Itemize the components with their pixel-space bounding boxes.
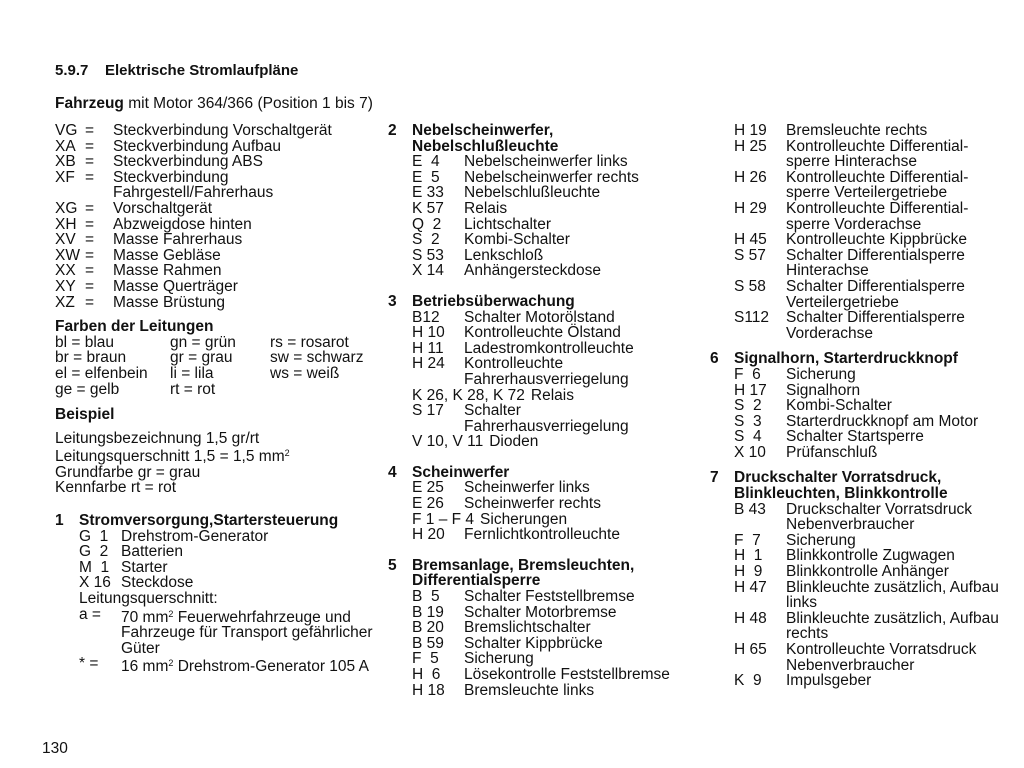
abbreviation-row bbox=[55, 170, 375, 201]
color-code: el = elfenbein bbox=[55, 364, 148, 382]
component-row bbox=[734, 123, 1010, 139]
component-row bbox=[734, 170, 1010, 201]
section-body bbox=[412, 123, 688, 279]
component-desc: Prüfanschluß bbox=[786, 443, 878, 461]
component-desc: Kombi-Schalter bbox=[464, 231, 570, 249]
component-row bbox=[79, 575, 375, 591]
component-row bbox=[412, 651, 688, 667]
abbreviation-value: Steckverbindung Vorschaltgerät bbox=[113, 122, 332, 139]
component-desc: Schalter Kippbrücke bbox=[464, 634, 603, 652]
component-desc: Sicherung bbox=[786, 531, 856, 549]
component-row bbox=[734, 279, 1010, 310]
component-row bbox=[734, 445, 1010, 461]
abbreviation-key: XW bbox=[55, 246, 80, 264]
section-heading: Betriebsüberwachung bbox=[412, 292, 575, 310]
component-row bbox=[412, 480, 688, 496]
section-items bbox=[734, 502, 1010, 689]
example-line: Kennfarbe rt = rot bbox=[55, 479, 177, 497]
component-row bbox=[412, 310, 688, 326]
section-items bbox=[79, 529, 375, 591]
component-code: H 9 bbox=[734, 563, 763, 581]
component-row bbox=[412, 403, 688, 434]
component-code: S 58 bbox=[734, 277, 766, 295]
component-desc: Blinkleuchte zusätzlich, Aufbau rechts bbox=[786, 609, 999, 643]
component-code: F 6 bbox=[734, 365, 761, 383]
section-title-text: Elektrische Stromlaufpläne bbox=[105, 62, 299, 79]
component-desc: Anhängersteckdose bbox=[464, 262, 602, 280]
component-desc: Batterien bbox=[121, 543, 184, 561]
component-row bbox=[412, 232, 688, 248]
section-heading: Signalhorn, Starterdruckknopf bbox=[734, 350, 958, 368]
abbreviation-value: Masse Gebläse bbox=[113, 246, 221, 264]
component-desc: Starter bbox=[121, 558, 168, 576]
component-row bbox=[734, 642, 1010, 673]
section-num: 5 bbox=[388, 556, 397, 574]
abbreviation-row bbox=[55, 217, 375, 233]
abbreviation-key: XY bbox=[55, 277, 76, 295]
abbreviation-value: Abzweigdose hinten bbox=[113, 215, 252, 233]
abbreviation-value: Masse Brüstung bbox=[113, 293, 225, 311]
cross-section-amount: 70 mm bbox=[121, 608, 169, 626]
equals-sign: = bbox=[85, 246, 95, 264]
component-code: H 19 bbox=[734, 122, 767, 139]
cross-section-desc: Drehstrom-Generator 105 A bbox=[173, 658, 369, 676]
component-desc: Kontrolleuchte Kippbrücke bbox=[786, 231, 967, 249]
section-body bbox=[412, 465, 688, 543]
section-body bbox=[734, 351, 1010, 460]
abbreviation-key: VG bbox=[55, 122, 78, 139]
component-code: S 17 bbox=[412, 402, 444, 420]
component-row bbox=[734, 502, 1010, 533]
component-code: X 10 bbox=[734, 443, 766, 461]
component-desc: Bremsleuchte rechts bbox=[786, 122, 928, 139]
component-row bbox=[734, 398, 1010, 414]
component-row bbox=[412, 201, 688, 217]
component-code: G 1 bbox=[79, 527, 109, 545]
component-desc: Kontrolleuchte Fahrerhausverriegelung bbox=[464, 355, 629, 388]
component-row bbox=[412, 248, 688, 264]
component-desc: Kontrolleuchte Ölstand bbox=[464, 324, 621, 342]
abbreviation-row bbox=[55, 123, 375, 139]
abbreviation-key: XB bbox=[55, 153, 76, 171]
component-code: H 48 bbox=[734, 609, 767, 627]
example-line bbox=[55, 446, 375, 465]
equals-sign: = bbox=[85, 168, 95, 186]
abbreviation-row bbox=[55, 279, 375, 295]
component-row bbox=[734, 367, 1010, 383]
component-code: H 24 bbox=[412, 355, 445, 373]
component-desc: Blinkkontrolle Anhänger bbox=[786, 563, 949, 581]
section-items bbox=[412, 589, 688, 698]
column-1 bbox=[55, 123, 375, 675]
component-code: B 59 bbox=[412, 634, 444, 652]
superscript: 2 bbox=[168, 658, 174, 669]
abbreviation-row bbox=[55, 139, 375, 155]
section-items bbox=[412, 154, 688, 279]
color-code: ws = weiß bbox=[270, 364, 340, 382]
example-line-text: Leitungsquerschnitt 1,5 = 1,5 mm bbox=[55, 448, 285, 466]
abbreviation-row bbox=[55, 263, 375, 279]
section-title bbox=[55, 62, 298, 79]
color-code: sw = schwarz bbox=[270, 349, 364, 367]
section-num: 1 bbox=[55, 512, 64, 530]
section-5-continued bbox=[710, 123, 1010, 341]
cross-section-value bbox=[121, 656, 375, 675]
component-row bbox=[79, 560, 375, 576]
section-number: 5.9.7 bbox=[55, 62, 89, 79]
component-row bbox=[734, 139, 1010, 170]
component-row bbox=[734, 232, 1010, 248]
color-code: ge = gelb bbox=[55, 380, 120, 398]
section-heading: Nebelscheinwerfer, Nebelschlußleuchte bbox=[412, 122, 559, 155]
abbreviation-value: Steckverbindung Aufbau bbox=[113, 137, 282, 155]
component-desc: Blinkkontrolle Zugwagen bbox=[786, 547, 955, 565]
abbreviation-row bbox=[55, 232, 375, 248]
component-row bbox=[412, 527, 688, 543]
component-desc: Bremslichtschalter bbox=[464, 619, 591, 637]
component-code: F 1 – F 4 bbox=[412, 510, 475, 528]
component-desc: Bremsleuchte links bbox=[464, 681, 595, 699]
component-code: G 2 bbox=[79, 543, 109, 561]
component-row bbox=[412, 185, 688, 201]
component-row bbox=[412, 325, 688, 341]
component-code: M 1 bbox=[79, 558, 110, 576]
component-row bbox=[734, 201, 1010, 232]
superscript: 2 bbox=[284, 448, 290, 459]
component-desc: Schalter Motorbremse bbox=[464, 603, 617, 621]
color-code bbox=[270, 382, 390, 398]
equals-sign: = bbox=[85, 262, 95, 280]
component-row bbox=[734, 248, 1010, 279]
component-row bbox=[412, 636, 688, 652]
section-6 bbox=[710, 351, 1010, 460]
component-row bbox=[412, 620, 688, 636]
component-code: H 18 bbox=[412, 681, 445, 699]
abbreviation-row bbox=[55, 201, 375, 217]
cross-section-amount: 16 mm bbox=[121, 658, 169, 676]
component-code: H 45 bbox=[734, 231, 767, 249]
component-desc: Schalter Differentialsperre Verteilergetriebe bbox=[786, 277, 965, 311]
component-desc: Kontrolleuchte Vorratsdruck Nebenverbraucher bbox=[786, 641, 977, 674]
component-code: S 53 bbox=[412, 246, 444, 264]
cross-section-key: * = bbox=[79, 655, 99, 673]
component-code: B 20 bbox=[412, 619, 444, 637]
component-desc: Schalter Feststellbremse bbox=[464, 588, 635, 606]
column-2 bbox=[388, 123, 688, 698]
component-code: H 26 bbox=[734, 168, 767, 186]
abbreviation-key: XX bbox=[55, 262, 76, 280]
section-num: 4 bbox=[388, 463, 397, 481]
component-code: E 26 bbox=[412, 495, 444, 513]
component-code: B 19 bbox=[412, 603, 444, 621]
component-row bbox=[734, 429, 1010, 445]
abbreviation-value: Masse Querträger bbox=[113, 277, 238, 295]
equals-sign: = bbox=[85, 122, 95, 139]
vehicle-line bbox=[55, 95, 373, 113]
component-code: K 9 bbox=[734, 672, 762, 690]
component-row bbox=[734, 383, 1010, 399]
cross-section-heading: Leitungsquerschnitt: bbox=[79, 590, 218, 608]
component-code: H 25 bbox=[734, 137, 767, 155]
component-desc: Nebelscheinwerfer rechts bbox=[464, 168, 639, 186]
cross-section-row bbox=[79, 656, 375, 675]
component-desc: Schalter Fahrerhausverriegelung bbox=[464, 402, 629, 435]
component-code: H 29 bbox=[734, 199, 767, 217]
component-desc: Relais bbox=[464, 199, 508, 217]
component-code: Q 2 bbox=[412, 215, 442, 233]
equals-sign: = bbox=[85, 231, 95, 249]
abbreviation-list bbox=[55, 123, 375, 310]
equals-sign: = bbox=[85, 293, 95, 311]
component-desc: Sicherung bbox=[786, 365, 856, 383]
vehicle-text: mit Motor 364/366 (Position 1 bis 7) bbox=[123, 95, 373, 112]
section-items bbox=[412, 310, 688, 450]
cross-section-key: a = bbox=[79, 605, 101, 623]
component-row bbox=[734, 611, 1010, 642]
component-row bbox=[412, 683, 688, 699]
component-desc: Druckschalter Vorratsdruck Nebenverbraucher bbox=[786, 500, 973, 534]
abbreviation-value: Steckverbindung Fahrgestell/Fahrerhaus bbox=[113, 168, 274, 202]
color-code: gr = grau bbox=[170, 349, 233, 367]
abbreviation-row bbox=[55, 295, 375, 311]
equals-sign: = bbox=[85, 137, 95, 155]
component-code: S 4 bbox=[734, 428, 762, 446]
component-desc: Drehstrom-Generator bbox=[121, 527, 269, 545]
component-row bbox=[79, 544, 375, 560]
component-desc: Blinkleuchte zusätzlich, Aufbau links bbox=[786, 578, 999, 612]
abbreviation-value: Masse Fahrerhaus bbox=[113, 231, 243, 249]
abbreviation-value: Steckverbindung ABS bbox=[113, 153, 263, 171]
component-row bbox=[734, 580, 1010, 611]
superscript: 2 bbox=[168, 608, 174, 619]
component-row bbox=[412, 217, 688, 233]
component-row bbox=[412, 263, 688, 279]
component-desc: Lösekontrolle Feststellbremse bbox=[464, 666, 670, 683]
component-code: E 33 bbox=[412, 184, 444, 202]
abbreviation-key: XG bbox=[55, 199, 78, 217]
component-code: K 26, K 28, K 72 bbox=[412, 386, 525, 404]
column-3 bbox=[710, 123, 1010, 689]
component-desc: Nebelschlußleuchte bbox=[464, 184, 601, 202]
component-code: H 65 bbox=[734, 641, 767, 658]
section-1 bbox=[55, 513, 375, 675]
section-7 bbox=[710, 470, 1010, 688]
color-code: bl = blau bbox=[55, 333, 115, 351]
component-row bbox=[412, 170, 688, 186]
example-heading: Beispiel bbox=[55, 406, 115, 424]
component-code: X 14 bbox=[412, 262, 444, 280]
component-row bbox=[412, 589, 688, 605]
component-desc: Schalter Startsperre bbox=[786, 428, 924, 446]
component-code: E 5 bbox=[412, 168, 440, 186]
section-items bbox=[412, 480, 688, 542]
section-heading: Bremsanlage, Bremsleuchten, Differentialsperre bbox=[412, 556, 635, 590]
color-code: rs = rosarot bbox=[270, 333, 349, 351]
component-code: B 5 bbox=[412, 588, 440, 606]
colors-grid bbox=[55, 335, 375, 397]
component-row bbox=[412, 605, 688, 621]
component-code: E 25 bbox=[412, 479, 444, 497]
example-line: Grundfarbe gr = grau bbox=[55, 463, 201, 481]
component-desc: Ladestromkontrolleuchte bbox=[464, 339, 634, 357]
component-desc: Schalter Differentialsperre Hinterachse bbox=[786, 246, 965, 280]
component-code: H 10 bbox=[412, 324, 445, 342]
component-row bbox=[412, 434, 688, 450]
equals-sign: = bbox=[85, 153, 95, 171]
component-desc: Scheinwerfer links bbox=[464, 479, 590, 497]
equals-sign: = bbox=[85, 277, 95, 295]
component-desc: Lichtschalter bbox=[464, 215, 552, 233]
component-desc: Scheinwerfer rechts bbox=[464, 495, 601, 513]
abbreviation-key: XF bbox=[55, 168, 75, 186]
abbreviation-value: Vorschaltgerät bbox=[113, 199, 213, 217]
component-desc: Steckdose bbox=[121, 574, 194, 592]
component-code: S 2 bbox=[412, 231, 440, 249]
section-2 bbox=[388, 123, 688, 279]
section-items bbox=[734, 123, 1010, 341]
equals-sign: = bbox=[85, 215, 95, 233]
component-code: E 4 bbox=[412, 153, 440, 171]
color-code: rt = rot bbox=[170, 380, 216, 398]
cross-section-value bbox=[121, 607, 375, 657]
section-num: 6 bbox=[710, 350, 719, 368]
section-body bbox=[412, 294, 688, 450]
abbreviation-value: Masse Rahmen bbox=[113, 262, 222, 280]
component-code: S112 bbox=[734, 309, 770, 327]
section-num: 2 bbox=[388, 122, 397, 139]
section-items bbox=[734, 367, 1010, 461]
example-line: Leitungsbezeichnung 1,5 gr/rt bbox=[55, 429, 260, 447]
page-number: 130 bbox=[42, 740, 68, 757]
color-code: br = braun bbox=[55, 349, 127, 367]
colors-heading: Farben der Leitungen bbox=[55, 318, 214, 336]
component-desc: Schalter Differentialsperre Vorderachse bbox=[786, 309, 965, 342]
section-heading: Scheinwerfer bbox=[412, 463, 510, 481]
section-body bbox=[412, 558, 688, 698]
component-code: F 5 bbox=[412, 650, 439, 668]
component-row bbox=[412, 388, 688, 404]
section-body bbox=[79, 513, 375, 675]
component-desc: Fernlichtkontrolleuchte bbox=[464, 526, 620, 544]
component-row bbox=[412, 154, 688, 170]
section-4 bbox=[388, 465, 688, 543]
abbreviation-key: XZ bbox=[55, 293, 75, 311]
component-desc: Sicherungen bbox=[480, 510, 568, 528]
section-3 bbox=[388, 294, 688, 450]
component-desc: Lenkschloß bbox=[464, 246, 544, 264]
abbreviation-key: XA bbox=[55, 137, 76, 155]
component-desc: Impulsgeber bbox=[786, 672, 872, 690]
component-code: S 2 bbox=[734, 397, 762, 415]
component-row bbox=[412, 496, 688, 512]
section-heading: Stromversorgung,Startersteuerung bbox=[79, 512, 339, 530]
component-desc: Starterdruckknopf am Motor bbox=[786, 412, 979, 430]
component-desc: Sicherung bbox=[464, 650, 534, 668]
component-desc: Dioden bbox=[489, 433, 539, 451]
section-5 bbox=[388, 558, 688, 698]
component-code: H 20 bbox=[412, 526, 445, 544]
component-row bbox=[734, 533, 1010, 549]
abbreviation-row bbox=[55, 154, 375, 170]
component-row bbox=[734, 673, 1010, 689]
component-row bbox=[734, 548, 1010, 564]
section-num bbox=[710, 123, 734, 341]
component-code: V 10, V 11 bbox=[412, 433, 484, 451]
component-desc: Kontrolleuchte Differential-sperre Hinterachse bbox=[786, 137, 969, 171]
component-code: X 16 bbox=[79, 574, 111, 592]
component-code: S 57 bbox=[734, 246, 766, 264]
component-code: K 57 bbox=[412, 199, 444, 217]
component-desc: Nebelscheinwerfer links bbox=[464, 153, 628, 171]
component-row bbox=[412, 356, 688, 387]
component-code: B12 bbox=[412, 308, 440, 326]
component-code: H 11 bbox=[412, 339, 444, 357]
component-row bbox=[412, 512, 688, 528]
component-desc: Relais bbox=[530, 386, 574, 404]
section-num: 7 bbox=[710, 469, 719, 487]
component-code: H 1 bbox=[734, 547, 763, 565]
color-code: gn = grün bbox=[170, 333, 236, 351]
component-desc: Kontrolleuchte Differential-sperre Verteilergetriebe bbox=[786, 168, 969, 202]
component-row bbox=[734, 414, 1010, 430]
section-num: 3 bbox=[388, 292, 397, 310]
component-desc: Kombi-Schalter bbox=[786, 397, 892, 415]
section-body bbox=[734, 470, 1010, 688]
component-desc: Signalhorn bbox=[786, 381, 861, 399]
component-desc: Kontrolleuchte Differential-sperre Vorderachse bbox=[786, 199, 969, 233]
component-code: B 43 bbox=[734, 500, 766, 518]
example-block bbox=[55, 431, 375, 496]
abbreviation-key: XV bbox=[55, 231, 76, 249]
abbreviation-key: XH bbox=[55, 215, 77, 233]
component-code: S 3 bbox=[734, 412, 762, 430]
color-code: li = lila bbox=[170, 364, 214, 382]
component-row bbox=[412, 667, 688, 683]
section-heading: Druckschalter Vorratsdruck, Blinkleuchten, Blinkkontrolle bbox=[734, 469, 948, 503]
vehicle-label: Fahrzeug bbox=[55, 95, 124, 112]
component-code: H 47 bbox=[734, 578, 767, 596]
abbreviation-row bbox=[55, 248, 375, 264]
cross-section-row bbox=[79, 607, 375, 657]
component-row bbox=[79, 529, 375, 545]
component-row bbox=[412, 341, 688, 357]
section-body bbox=[734, 123, 1010, 341]
component-desc: Schalter Motorölstand bbox=[464, 308, 615, 326]
equals-sign: = bbox=[85, 199, 95, 217]
component-code: H 17 bbox=[734, 381, 767, 399]
component-row bbox=[734, 564, 1010, 580]
cross-section-desc: Feuerwehrfahrzeuge und Fahrzeuge für Transport gefährlicher Güter bbox=[121, 608, 373, 657]
component-code: F 7 bbox=[734, 531, 761, 549]
component-row bbox=[734, 310, 1010, 341]
component-code: H 6 bbox=[412, 666, 441, 683]
